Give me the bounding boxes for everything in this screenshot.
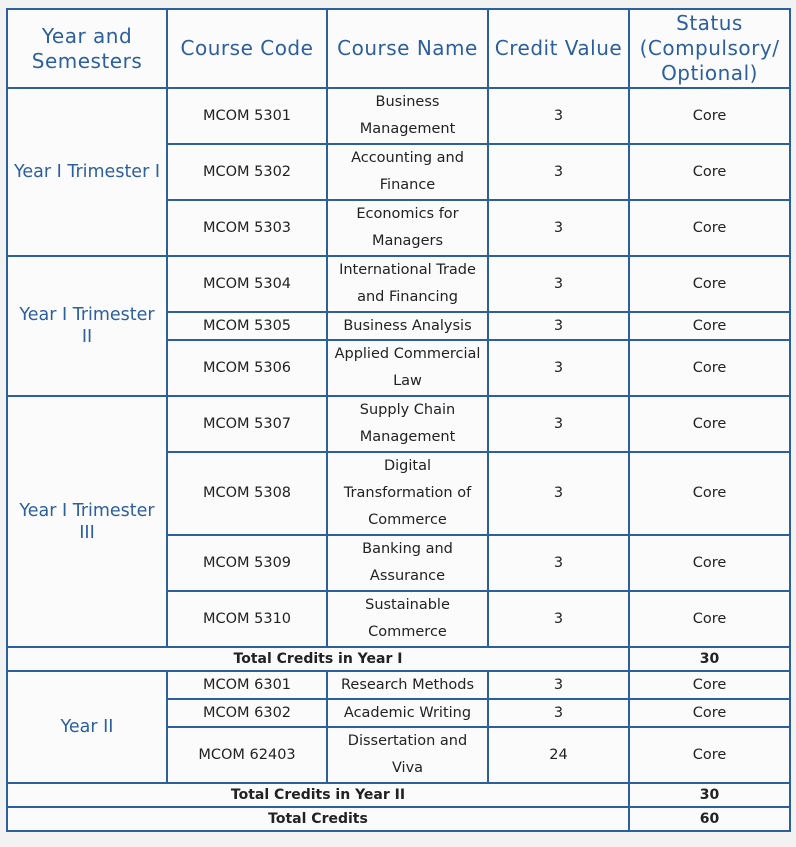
course-status: Core xyxy=(629,200,790,256)
table-row xyxy=(7,256,790,312)
total-row-all xyxy=(7,807,790,831)
course-status: Core xyxy=(629,256,790,312)
course-code: MCOM 6301 xyxy=(167,671,327,699)
header-row xyxy=(7,9,790,88)
header-year-semesters: Year and Semesters xyxy=(7,9,167,88)
total-year1-label: Total Credits in Year I xyxy=(7,647,629,671)
credit-value: 3 xyxy=(488,88,629,144)
course-code: MCOM 5303 xyxy=(167,200,327,256)
table-row xyxy=(7,396,790,452)
course-status: Core xyxy=(629,591,790,647)
credit-value: 3 xyxy=(488,671,629,699)
course-code: MCOM 62403 xyxy=(167,727,327,783)
course-name: Supply Chain Management xyxy=(327,396,488,452)
credit-value: 3 xyxy=(488,591,629,647)
course-code: MCOM 5310 xyxy=(167,591,327,647)
header-status: Status (Compulsory/ Optional) xyxy=(629,9,790,88)
course-name: Business Analysis xyxy=(327,312,488,340)
course-code: MCOM 6302 xyxy=(167,699,327,727)
course-code: MCOM 5301 xyxy=(167,88,327,144)
course-status: Core xyxy=(629,88,790,144)
credit-value: 3 xyxy=(488,200,629,256)
course-name: Academic Writing xyxy=(327,699,488,727)
course-code: MCOM 5308 xyxy=(167,452,327,535)
header-credit-value: Credit Value xyxy=(488,9,629,88)
total-all-label: Total Credits xyxy=(7,807,629,831)
curriculum-table-container xyxy=(6,8,789,832)
credit-value: 3 xyxy=(488,535,629,591)
course-code: MCOM 5309 xyxy=(167,535,327,591)
course-name: Dissertation and Viva xyxy=(327,727,488,783)
total-all-value: 60 xyxy=(629,807,790,831)
total-year1-value: 30 xyxy=(629,647,790,671)
course-name: Banking and Assurance xyxy=(327,535,488,591)
course-code: MCOM 5306 xyxy=(167,340,327,396)
course-name: Sustainable Commerce xyxy=(327,591,488,647)
course-code: MCOM 5305 xyxy=(167,312,327,340)
credit-value: 3 xyxy=(488,312,629,340)
course-name: International Trade and Financing xyxy=(327,256,488,312)
group-year2: Year II xyxy=(7,671,167,783)
course-code: MCOM 5307 xyxy=(167,396,327,452)
course-status: Core xyxy=(629,727,790,783)
credit-value: 3 xyxy=(488,144,629,200)
table-row xyxy=(7,671,790,699)
course-name: Research Methods xyxy=(327,671,488,699)
credit-value: 3 xyxy=(488,340,629,396)
total-year2-label: Total Credits in Year II xyxy=(7,783,629,807)
course-code: MCOM 5304 xyxy=(167,256,327,312)
course-name: Economics for Managers xyxy=(327,200,488,256)
group-year1-trimester1: Year I Trimester I xyxy=(7,88,167,256)
credit-value: 3 xyxy=(488,256,629,312)
table-row xyxy=(7,88,790,144)
curriculum-table xyxy=(6,8,791,832)
total-row-year1 xyxy=(7,647,790,671)
course-status: Core xyxy=(629,535,790,591)
header-course-code: Course Code xyxy=(167,9,327,88)
course-status: Core xyxy=(629,144,790,200)
course-status: Core xyxy=(629,671,790,699)
course-name: Applied Commercial Law xyxy=(327,340,488,396)
course-status: Core xyxy=(629,452,790,535)
credit-value: 3 xyxy=(488,396,629,452)
credit-value: 3 xyxy=(488,699,629,727)
credit-value: 3 xyxy=(488,452,629,535)
course-status: Core xyxy=(629,699,790,727)
course-name: Business Management xyxy=(327,88,488,144)
credit-value: 24 xyxy=(488,727,629,783)
header-course-name: Course Name xyxy=(327,9,488,88)
group-year1-trimester2: Year I Trimester II xyxy=(7,256,167,396)
course-status: Core xyxy=(629,340,790,396)
course-name: Digital Transformation of Commerce xyxy=(327,452,488,535)
course-status: Core xyxy=(629,396,790,452)
group-year1-trimester3: Year I Trimester III xyxy=(7,396,167,647)
total-year2-value: 30 xyxy=(629,783,790,807)
course-status: Core xyxy=(629,312,790,340)
total-row-year2 xyxy=(7,783,790,807)
course-name: Accounting and Finance xyxy=(327,144,488,200)
course-code: MCOM 5302 xyxy=(167,144,327,200)
